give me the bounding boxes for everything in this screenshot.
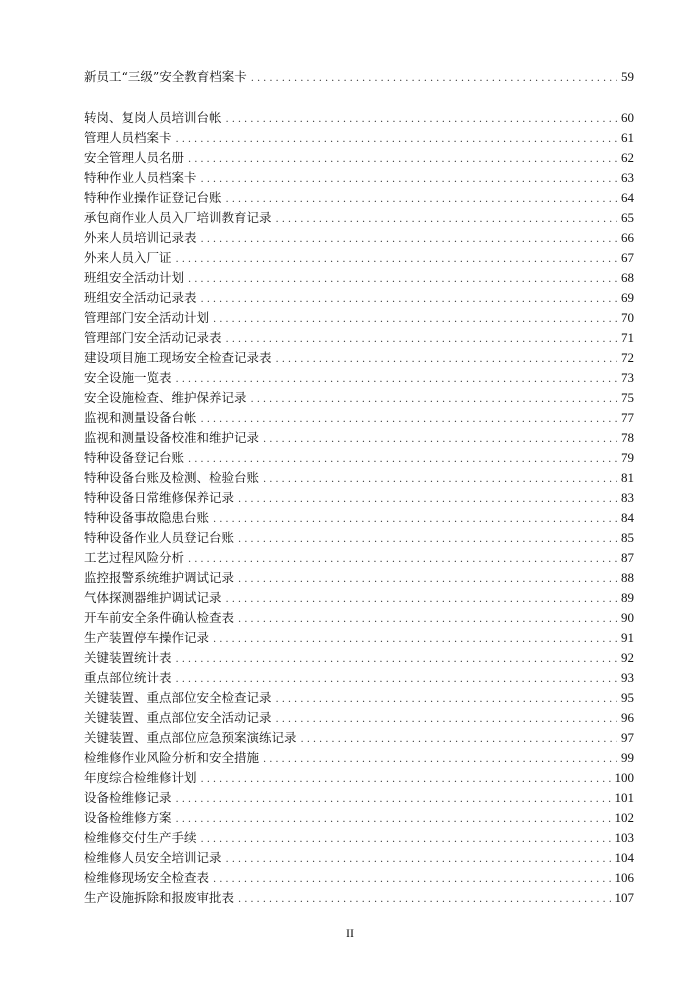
toc-entry-title: 气体探测器维护调试记录 [84,590,222,605]
toc-entry-title: 班组安全活动记录表 [84,290,197,305]
toc-entry-page: 85 [621,530,634,545]
toc-entry[interactable] [84,628,634,648]
toc-entry-title: 安全设施检查、维护保养记录 [84,390,247,405]
toc-entry[interactable] [84,808,634,828]
toc-entry[interactable] [84,468,634,488]
toc-entry-page: 104 [614,850,634,865]
toc-entry[interactable] [84,508,634,528]
toc-dot-leader [201,830,611,850]
toc-entry-page: 70 [621,310,634,325]
toc-entry-title: 检维修人员安全培训记录 [84,850,222,865]
toc-entry[interactable] [84,848,634,868]
toc-dot-leader [201,290,617,310]
toc-entry-title: 新员工“三级”安全教育档案卡 [84,69,247,84]
toc-entry-title: 特种设备登记台账 [84,450,185,465]
toc-entry-page: 69 [621,290,634,305]
toc-entry-page: 63 [621,170,634,185]
toc-entry[interactable] [84,308,634,328]
toc-entry-page: 64 [621,190,634,205]
toc-entry-title: 特种设备作业人员登记台账 [84,530,235,545]
toc-dot-leader [263,750,617,770]
toc-entry-title: 外来人员培训记录表 [84,230,197,245]
toc-entry[interactable] [84,548,634,568]
toc-entry[interactable] [84,648,634,668]
toc-entry[interactable] [84,748,634,768]
toc-dot-leader [251,69,617,89]
toc-entry-title: 关键装置、重点部位应急预案演练记录 [84,730,297,745]
toc-entry-page: 95 [621,690,634,705]
toc-dot-leader [276,710,617,730]
toc-entry-page: 81 [621,470,634,485]
toc-entry-page: 101 [614,790,634,805]
toc-dot-leader [188,550,617,570]
toc-entry[interactable] [84,168,634,188]
toc-dot-leader [176,670,617,690]
toc-dot-leader [263,470,617,490]
toc-entry-page: 77 [621,410,634,425]
toc-dot-leader [238,490,617,510]
toc-entry-page: 61 [621,130,634,145]
toc-entry-title: 特种作业操作证登记台账 [84,190,222,205]
toc-entry-page: 67 [621,250,634,265]
toc-entry-title: 生产设施拆除和报废审批表 [84,890,235,905]
toc-entry-page: 60 [621,110,634,125]
toc-dot-leader [201,230,617,250]
toc-entry-title: 管理部门安全活动计划 [84,310,210,325]
toc-dot-leader [251,390,617,410]
toc-dot-leader [201,170,617,190]
toc-entry[interactable] [84,408,634,428]
toc-entry-page: 83 [621,490,634,505]
toc-entry-page: 96 [621,710,634,725]
toc-entry-page: 72 [621,350,634,365]
toc-entry-title: 承包商作业人员入厂培训教育记录 [84,210,272,225]
toc-dot-leader [176,810,611,830]
toc-entry[interactable] [84,668,634,688]
toc-entry[interactable] [84,188,634,208]
toc-dot-leader [176,650,617,670]
toc-entry-page: 87 [621,550,634,565]
toc-dot-leader [213,310,617,330]
toc-entry[interactable] [84,248,634,268]
page-number: II [346,926,354,940]
toc-entry-title: 建设项目施工现场安全检查记录表 [84,350,272,365]
toc-entry-page: 91 [621,630,634,645]
toc-entry[interactable] [84,608,634,628]
toc-entry-page: 59 [621,69,634,84]
toc-entry-title: 设备检维修记录 [84,790,172,805]
toc-dot-leader [263,430,617,450]
toc-entry[interactable] [84,228,634,248]
toc-entry-page: 102 [614,810,634,825]
toc-entry[interactable] [84,568,634,588]
toc-entry[interactable] [84,268,634,288]
toc-entry-title: 检维修作业风险分析和安全措施 [84,750,260,765]
toc-entry-title: 检维修交付生产手续 [84,830,197,845]
toc-entry-title: 安全设施一览表 [84,370,172,385]
toc-dot-leader [226,590,617,610]
toc-entry[interactable] [84,708,634,728]
toc-entry-page: 62 [621,150,634,165]
toc-entry-page: 93 [621,670,634,685]
toc-entry-title: 管理人员档案卡 [84,130,172,145]
toc-dot-leader [238,530,617,550]
toc-entry-page: 92 [621,650,634,665]
toc-entry[interactable] [84,868,634,888]
toc-entry-page: 71 [621,330,634,345]
toc-dot-leader [226,190,617,210]
toc-entry-title: 年度综合检维修计划 [84,770,197,785]
toc-dot-leader [201,410,617,430]
toc-first-section [84,67,634,87]
toc-entry-title: 检维修现场安全检查表 [84,870,210,885]
toc-dot-leader [276,690,617,710]
toc-dot-leader [213,870,610,890]
toc-entry-page: 100 [614,770,634,785]
toc-dot-leader [213,630,617,650]
toc-entry[interactable] [84,768,634,788]
toc-entry-page: 65 [621,210,634,225]
toc-entry-title: 监控报警系统维护调试记录 [84,570,235,585]
toc-dot-leader [276,210,617,230]
toc-dot-leader [188,450,617,470]
toc-entry-title: 班组安全活动计划 [84,270,185,285]
toc-entry-title: 关键装置统计表 [84,650,172,665]
toc-entry-title: 设备检维修方案 [84,810,172,825]
toc-entry-page: 73 [621,370,634,385]
toc-entry-page: 106 [614,870,634,885]
toc-entry-title: 关键装置、重点部位安全活动记录 [84,710,272,725]
toc-entry[interactable] [84,828,634,848]
toc-entry-title: 工艺过程风险分析 [84,550,185,565]
toc-dot-leader [188,150,617,170]
toc-entry[interactable] [84,488,634,508]
toc-dot-leader [226,330,617,350]
toc-entry-page: 90 [621,610,634,625]
toc-entry-page: 103 [614,830,634,845]
toc-dot-leader [201,770,611,790]
toc-entry-title: 转岗、复岗人员培训台帐 [84,110,222,125]
toc-entry-title: 特种作业人员档案卡 [84,170,197,185]
toc-entry[interactable] [84,67,634,87]
toc-entry-title: 特种设备台账及检测、检验台账 [84,470,260,485]
toc-entry[interactable] [84,108,634,128]
toc-entry-title: 特种设备事故隐患台账 [84,510,210,525]
toc-entry-page: 99 [621,750,634,765]
toc-dot-leader [238,610,617,630]
toc-entry[interactable] [84,208,634,228]
toc-entry[interactable] [84,448,634,468]
toc-entry-title: 开车前安全条件确认检查表 [84,610,235,625]
toc-entry-page: 66 [621,230,634,245]
toc-dot-leader [226,850,611,870]
toc-entry-title: 监视和测量设备校准和维护记录 [84,430,260,445]
toc-entry[interactable] [84,788,634,808]
toc-entry-page: 89 [621,590,634,605]
toc-entry-page: 107 [614,890,634,905]
toc-dot-leader [276,350,617,370]
toc-entry-page: 78 [621,430,634,445]
toc-entry[interactable] [84,528,634,548]
toc-dot-leader [301,730,617,750]
toc-entry-page: 88 [621,570,634,585]
toc-dot-leader [188,270,617,290]
toc-entry-page: 68 [621,270,634,285]
toc-entry[interactable] [84,348,634,368]
toc-dot-leader [238,570,617,590]
toc-entry[interactable] [84,428,634,448]
toc-entry-title: 安全管理人员名册 [84,150,185,165]
toc-entry-title: 关键装置、重点部位安全检查记录 [84,690,272,705]
toc-entry[interactable] [84,128,634,148]
toc-dot-leader [213,510,617,530]
toc-entry-title: 管理部门安全活动记录表 [84,330,222,345]
toc-dot-leader [176,370,617,390]
toc-entry-title: 重点部位统计表 [84,670,172,685]
toc-entry[interactable] [84,368,634,388]
toc-entry[interactable] [84,888,634,908]
toc-dot-leader [238,890,610,910]
toc-entry[interactable] [84,588,634,608]
toc-entry[interactable] [84,388,634,408]
toc-dot-leader [176,790,611,810]
toc-entry-title: 生产装置停车操作记录 [84,630,210,645]
toc-entry-page: 97 [621,730,634,745]
toc-entry-page: 84 [621,510,634,525]
toc-dot-leader [176,250,617,270]
toc-entry[interactable] [84,148,634,168]
toc-entry[interactable] [84,728,634,748]
toc-entry-title: 监视和测量设备台帐 [84,410,197,425]
toc-main-section [84,108,634,908]
toc-entry[interactable] [84,688,634,708]
toc-entry-title: 特种设备日常维修保养记录 [84,490,235,505]
toc-entry-page: 79 [621,450,634,465]
toc-dot-leader [226,110,617,130]
toc-entry[interactable] [84,288,634,308]
toc-entry[interactable] [84,328,634,348]
toc-entry-title: 外来人员入厂证 [84,250,172,265]
toc-dot-leader [176,130,617,150]
toc-entry-page: 75 [621,390,634,405]
